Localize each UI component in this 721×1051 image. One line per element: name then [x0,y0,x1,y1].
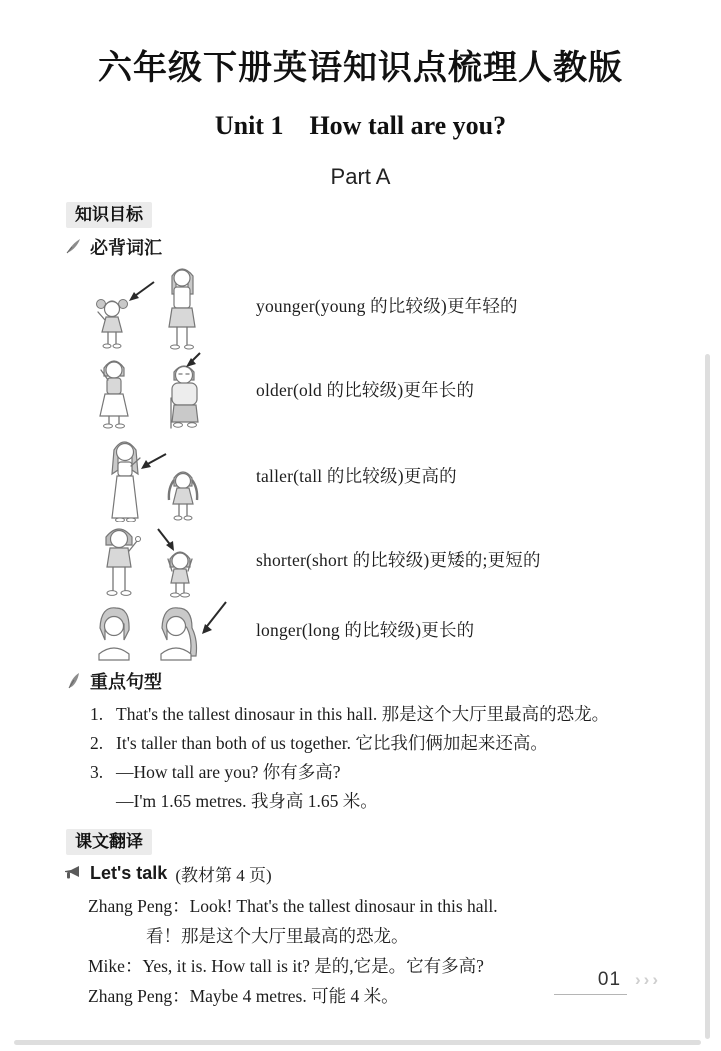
dialog-text: Yes, it is. How tall is it? 是的,它是。它有多高? [142,955,484,976]
key-sentence [90,700,721,729]
vocab-heading-row [64,234,721,260]
document-title: 六年级下册英语知识点梳理人教版 [98,49,623,87]
lets-talk-label: Let's talk [90,862,168,883]
document-page [0,46,721,1011]
sentence-text: It's taller than both of us together. 它比我们俩加起来还高。 [116,732,548,753]
key-sentences [90,700,721,816]
vocab-item-longer [74,598,721,662]
vocab-text [256,293,518,318]
vocab-cn: 更矮的;更短的 [429,550,541,571]
vocab-note: (short 的比较级) [306,550,430,571]
vocab-cn: 更年长的 [403,380,475,401]
sentence-number: 2. [90,732,104,753]
vocab-en: younger [256,296,315,317]
dialog-speaker: Mike： [88,955,143,976]
vocab-text [256,547,541,572]
dialog-line [88,921,721,951]
vocab-note: (young 的比较级) [314,296,447,317]
page-edge-right [705,354,710,1039]
dialog-text: 看！那是这个大厅里最高的恐龙。 [146,925,409,946]
sentences-heading-row [64,668,721,694]
key-sentence [90,729,721,758]
part-label: Part A [330,163,391,189]
vocab-illustration-taller [74,430,256,522]
sentence-number: 1. [90,703,104,724]
lets-talk-reference: (教材第 4 页) [175,865,272,885]
unit-title: Unit 1 How tall are you? [214,111,507,140]
knowledge-goal-badge: 知识目标 [66,202,152,228]
vocab-item-shorter [74,522,721,598]
dialog-speaker: Zhang Peng： [88,895,190,916]
sentence-text: —How tall are you? 你有多高? [116,761,341,782]
megaphone-icon [64,864,82,882]
key-sentence [90,758,721,787]
vocab-item-older [74,350,721,430]
quill-icon [64,672,82,690]
vocab-list [0,262,721,662]
vocab-illustration-younger [74,262,256,350]
vocab-item-taller [74,430,721,522]
sentence-text: That's the tallest dinosaur in this hall. 那是这个大厅里最高的恐龙。 [116,703,610,724]
vocab-en: shorter [256,550,306,571]
translation-badge: 课文翻译 [66,829,152,855]
vocab-cn: 更年轻的 [446,296,518,317]
vocab-illustration-older [74,350,256,430]
sentence-text: —I'm 1.65 metres. 我身高 1.65 米。 [116,790,378,811]
vocab-en: longer [256,620,302,641]
dialog-line [88,891,721,921]
vocab-note: (old 的比较级) [292,380,404,401]
page-edge-bottom [14,1040,701,1045]
vocab-note: (tall 的比较级) [293,466,404,487]
vocab-en: taller [256,466,294,487]
sentence-number: 3. [90,761,104,782]
vocab-text [256,463,457,488]
sentences-heading: 重点句型 [90,671,162,692]
vocab-illustration-shorter [74,521,256,599]
vocab-heading: 必背词汇 [90,237,162,258]
dialog-text: Look! That's the tallest dinosaur in this hall. [189,895,498,916]
triple-chevron-right-icon: ››› [635,970,661,989]
page-footer [554,969,661,995]
page-number: 01 [554,969,627,995]
vocab-text [256,617,474,642]
vocab-en: older [256,380,293,401]
quill-icon [64,238,82,256]
dialog-speaker: Zhang Peng： [88,985,190,1006]
vocab-cn: 更长的 [421,620,475,641]
vocab-illustration-longer [74,598,256,662]
vocab-item-younger [74,262,721,350]
lets-talk-heading-row [64,861,721,886]
knowledge-goal-badge-row [66,202,721,228]
vocab-cn: 更高的 [403,466,457,487]
vocab-text [256,377,474,402]
dialog-text: Maybe 4 metres. 可能 4 米。 [189,985,399,1006]
key-sentence [90,787,721,816]
sentence-number [90,787,116,816]
vocab-note: (long 的比较级) [301,620,422,641]
translation-badge-row [66,829,721,855]
